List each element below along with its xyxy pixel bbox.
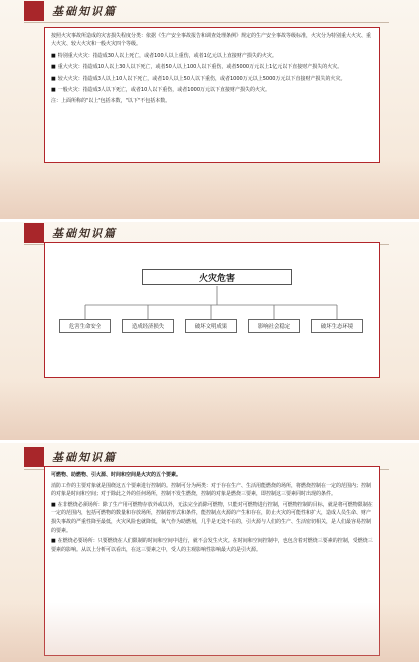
section-header bbox=[24, 1, 214, 21]
content-panel bbox=[44, 466, 380, 656]
item-text: 特别重大火灾：指造成30人以上死亡，或者100人以上重伤，或者1亿元以上直接财产损失的火灾。 bbox=[57, 52, 277, 59]
item-text: 较大火灾：指造成3人以上10人以下死亡，或者10人以上50人以下重伤，或者1000万元以上5000万元以下直接财产损失的火灾。 bbox=[57, 75, 346, 82]
item-text: 重大火灾：指造成10人以上30人以下死亡，或者50人以上100人以下重伤，或者5000万元以上1亿元以下直接财产损失的火灾。 bbox=[57, 64, 343, 71]
diagram-connectors bbox=[45, 243, 381, 379]
diagram-child-node: 造成经济损失 bbox=[122, 319, 174, 333]
bullet-icon: ■ bbox=[51, 501, 56, 508]
diagram-panel bbox=[44, 242, 380, 378]
slide-fire-elements bbox=[0, 443, 419, 662]
section-header bbox=[24, 223, 214, 243]
section-header bbox=[24, 447, 214, 467]
item-text: 在非燃烧必须场所：除了生产用可燃物存放外或以外，无法完全消除可燃物，只能对可燃物进行控制，可燃物控制的目标，就是将可燃物限制在一定的范围内，包括可燃物的数量和存放场所，控制着形式和条件，能控制点火源的产生和存在，防止火灾的可能性和扩大，造成人员生命、财产损失事故的严重性降至最低，火灾风险也就降低，氧气作为助燃剂，几乎是无处不在的，引火源与人们的生产、生活密切相关，是人们最容易控制的要素。 bbox=[51, 501, 373, 534]
slide-fire-classification bbox=[0, 0, 419, 219]
header-square-icon bbox=[24, 447, 44, 467]
list-item bbox=[51, 63, 373, 71]
list-item bbox=[51, 52, 373, 60]
bullet-icon: ■ bbox=[51, 52, 56, 59]
diagram-child-node: 破坏生态环境 bbox=[311, 319, 363, 333]
item-text: 在燃烧必要场所：只要燃烧在人们限制的时间和空间中进行，就不会发生火灾。在时间和空间控制中，也包含着对燃烧三要素的控制，受燃烧三要素的影响。从以上分析可以看出，在这三要素之中，受人的主观影响性影响最大的是引火源。 bbox=[51, 538, 373, 553]
content-panel bbox=[44, 27, 380, 163]
note-paragraph: 注：上面所称的"以上"包括本数，"以下"不包括本数。 bbox=[51, 98, 171, 105]
bullet-icon: ■ bbox=[51, 75, 56, 82]
bullet-icon: ■ bbox=[51, 87, 56, 94]
list-item bbox=[51, 537, 373, 554]
bullet-icon: ■ bbox=[51, 64, 56, 71]
diagram-child-node: 破坏文明成果 bbox=[185, 319, 237, 333]
slide-fire-hazards bbox=[0, 222, 419, 440]
diagram-root-node: 火灾危害 bbox=[142, 269, 292, 285]
diagram-child-node: 影响社会稳定 bbox=[248, 319, 300, 333]
section-title: 基础知识篇 bbox=[52, 227, 117, 240]
diagram-child-node: 危害生命安全 bbox=[59, 319, 111, 333]
body-paragraph: 消防工作的主要对象就是围绕这五个要素进行控制的。控制可分为两类：对于存在生产、生活用能燃烧的场所，将燃烧控制在一定的范围内；控制的对象是时间和空间；对于除此之外的任何场所，控制不发生燃烧，控制的对象是燃烧三要素，即控制这三要素同时出现的条件。 bbox=[51, 482, 372, 498]
header-divider bbox=[24, 22, 389, 23]
section-title: 基础知识篇 bbox=[52, 5, 117, 18]
list-item bbox=[51, 75, 373, 83]
section-title: 基础知识篇 bbox=[52, 451, 117, 464]
lead-paragraph: 可燃物、助燃物、引火源、时间和空间是火灾的五个要素。 bbox=[51, 472, 182, 478]
list-item bbox=[51, 86, 373, 94]
intro-paragraph: 按照火灾事故所造成的灾害损失程度分类：依据《生产安全事故报告和调查处理条例》规定的生产安全事故等级标准，火灾分为特别重大火灾、重大火灾、较大火灾和一般火灾四个等级。 bbox=[51, 33, 372, 48]
header-square-icon bbox=[24, 223, 44, 243]
header-square-icon bbox=[24, 1, 44, 21]
item-text: 一般火灾：指造成3人以下死亡，或者10人以下重伤，或者1000万元以下直接财产损失的火灾。 bbox=[57, 87, 271, 94]
list-item bbox=[51, 501, 373, 535]
bullet-icon: ■ bbox=[51, 538, 56, 545]
